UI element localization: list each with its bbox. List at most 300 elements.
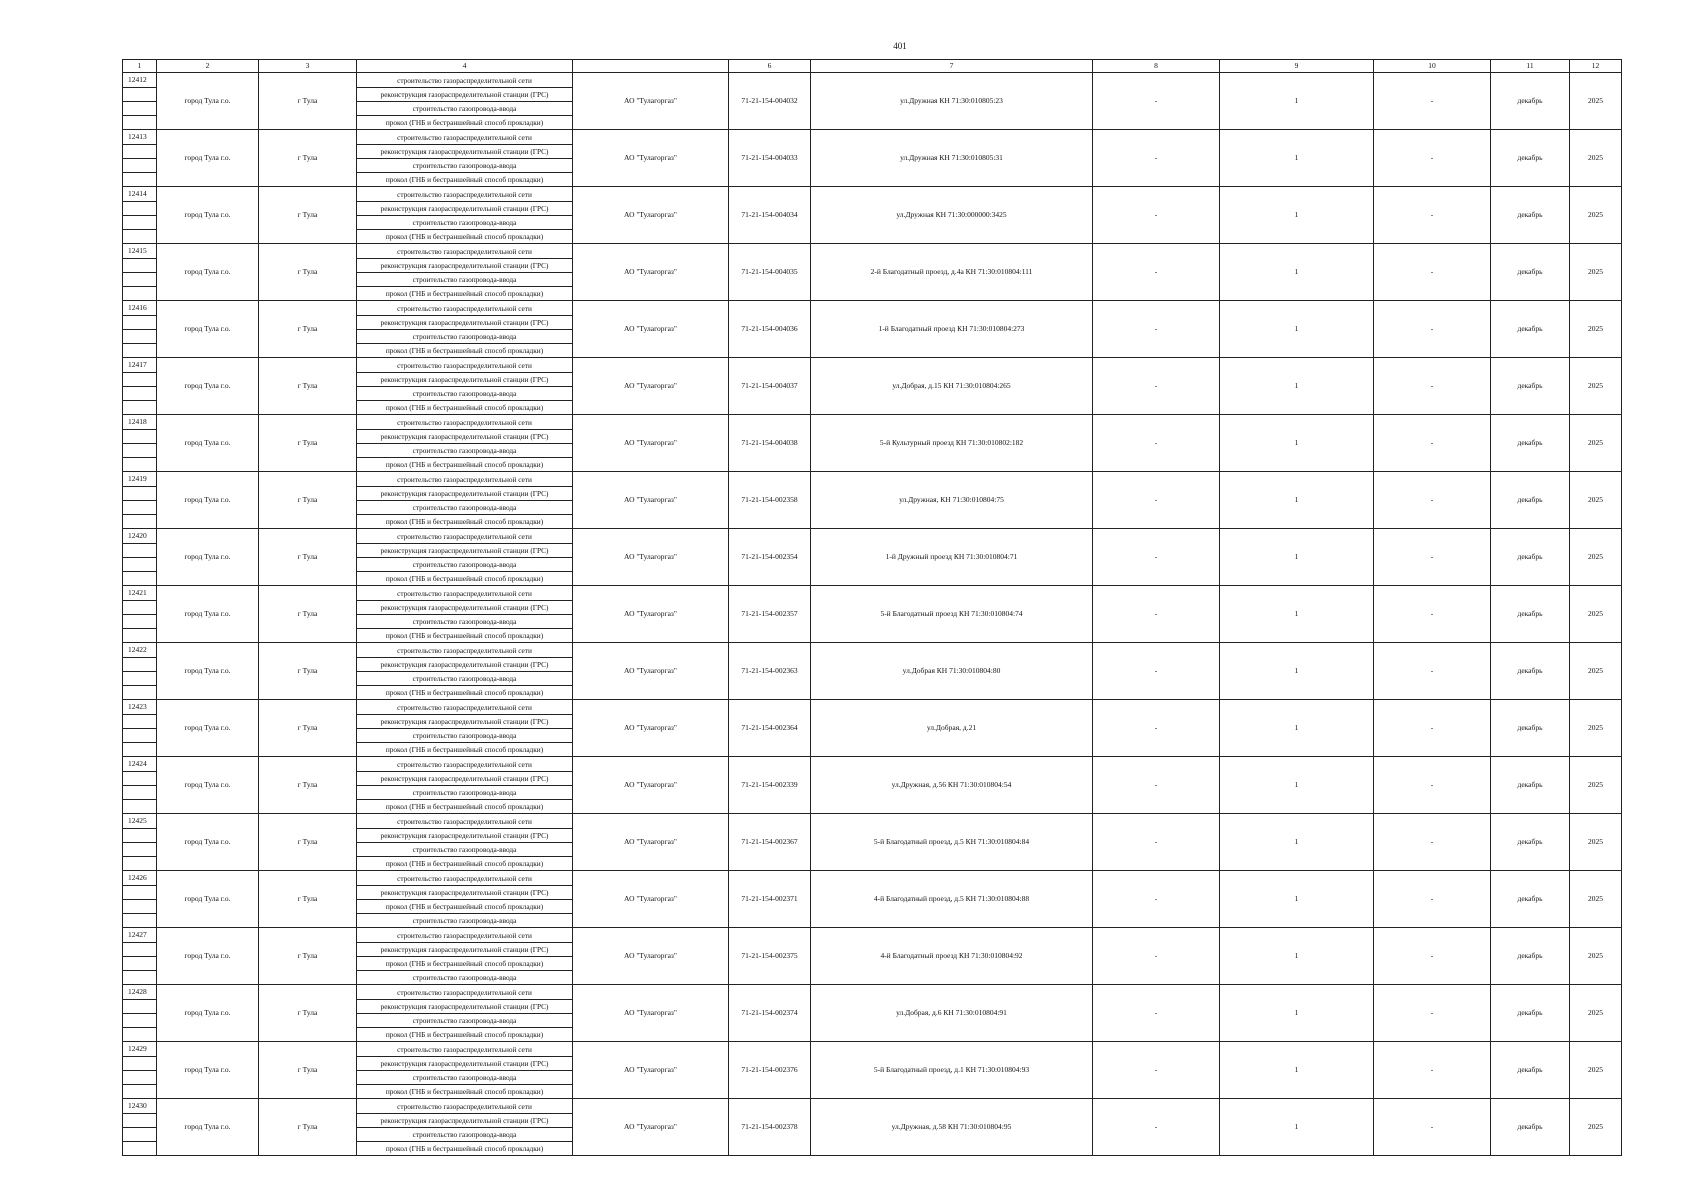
address-cell: 4-й Благодатный проезд, д.5 КН 71:30:010804:88 [811,871,1093,928]
column-header: 9 [1220,60,1374,73]
month-cell: декабрь [1491,1099,1570,1156]
row-id-spacer [123,715,157,729]
work-type-cell: прокол (ГНБ и бестраншейный способ прокладки) [357,515,573,529]
col10-cell: - [1374,871,1491,928]
row-id-spacer [123,914,157,928]
col10-cell: - [1374,130,1491,187]
address-cell: ул.Добрая, д.15 КН 71:30:010804:265 [811,358,1093,415]
city-cell: г Тула [259,928,357,985]
district-cell: город Тула г.о. [157,871,259,928]
row-id-spacer [123,316,157,330]
work-type-cell: прокол (ГНБ и бестраншейный способ прокладки) [357,458,573,472]
district-cell: город Тула г.о. [157,643,259,700]
work-type-cell: строительство газораспределительной сети [357,358,573,373]
row-id: 12427 [123,928,157,943]
month-cell: декабрь [1491,244,1570,301]
year-cell: 2025 [1570,472,1622,529]
row-id-spacer [123,572,157,586]
work-type-cell: строительство газораспределительной сети [357,529,573,544]
register-body [123,73,1622,1156]
code-cell: 71-21-154-002367 [729,814,811,871]
work-type-cell: прокол (ГНБ и бестраншейный способ прокладки) [357,230,573,244]
row-id-spacer [123,1057,157,1071]
row-id-spacer [123,515,157,529]
address-cell: ул.Добрая, д.6 КН 71:30:010804:91 [811,985,1093,1042]
row-id: 12414 [123,187,157,202]
month-cell: декабрь [1491,301,1570,358]
col8-cell: - [1093,415,1220,472]
row-id-spacer [123,216,157,230]
col8-cell: - [1093,529,1220,586]
city-cell: г Тула [259,73,357,130]
col10-cell: - [1374,244,1491,301]
month-cell: декабрь [1491,472,1570,529]
row-id-spacer [123,829,157,843]
year-cell: 2025 [1570,301,1622,358]
col9-cell: 1 [1220,415,1374,472]
work-type-cell: реконструкция газораспределительной станции (ГРС) [357,772,573,786]
row-id-spacer [123,1142,157,1156]
work-type-cell: строительство газопровода-ввода [357,216,573,230]
work-type-cell: прокол (ГНБ и бестраншейный способ прокладки) [357,1142,573,1156]
year-cell: 2025 [1570,814,1622,871]
month-cell: декабрь [1491,358,1570,415]
work-type-cell: реконструкция газораспределительной станции (ГРС) [357,373,573,387]
col8-cell: - [1093,700,1220,757]
col8-cell: - [1093,928,1220,985]
city-cell: г Тула [259,700,357,757]
city-cell: г Тула [259,985,357,1042]
row-id-spacer [123,629,157,643]
organization-cell: АО "Тулагоргаз" [573,358,729,415]
row-id: 12421 [123,586,157,601]
work-type-cell: прокол (ГНБ и бестраншейный способ прокладки) [357,629,573,643]
header-row [123,60,1622,73]
col8-cell: - [1093,244,1220,301]
row-id: 12422 [123,643,157,658]
organization-cell: АО "Тулагоргаз" [573,871,729,928]
col10-cell: - [1374,985,1491,1042]
work-type-cell: строительство газопровода-ввода [357,102,573,116]
work-type-cell: строительство газопровода-ввода [357,914,573,928]
work-type-cell: прокол (ГНБ и бестраншейный способ прокладки) [357,344,573,358]
district-cell: город Тула г.о. [157,529,259,586]
year-cell: 2025 [1570,529,1622,586]
year-cell: 2025 [1570,1099,1622,1156]
column-header: 2 [157,60,259,73]
city-cell: г Тула [259,586,357,643]
col10-cell: - [1374,529,1491,586]
work-type-cell: строительство газораспределительной сети [357,586,573,601]
work-type-cell: строительство газопровода-ввода [357,558,573,572]
district-cell: город Тула г.о. [157,757,259,814]
row-id-spacer [123,800,157,814]
col9-cell: 1 [1220,529,1374,586]
code-cell: 71-21-154-002374 [729,985,811,1042]
row-id-spacer [123,401,157,415]
district-cell: город Тула г.о. [157,814,259,871]
address-cell: 5-й Благодатный проезд КН 71:30:010804:74 [811,586,1093,643]
row-id-spacer [123,344,157,358]
row-id-spacer [123,1085,157,1099]
address-cell: ул.Добрая КН 71:30:010804:80 [811,643,1093,700]
col10-cell: - [1374,814,1491,871]
year-cell: 2025 [1570,871,1622,928]
code-cell: 71-21-154-002357 [729,586,811,643]
address-cell: 5-й Культурный проезд КН 71:30:010802:182 [811,415,1093,472]
work-type-cell: реконструкция газораспределительной станции (ГРС) [357,715,573,729]
row-id: 12412 [123,73,157,88]
table-row [123,643,1622,658]
row-id: 12425 [123,814,157,829]
work-type-cell: прокол (ГНБ и бестраншейный способ прокладки) [357,1028,573,1042]
col10-cell: - [1374,301,1491,358]
work-type-cell: прокол (ГНБ и бестраншейный способ прокладки) [357,800,573,814]
work-type-cell: прокол (ГНБ и бестраншейный способ прокладки) [357,572,573,586]
address-cell: 2-й Благодатный проезд, д.4а КН 71:30:010804:111 [811,244,1093,301]
organization-cell: АО "Тулагоргаз" [573,1099,729,1156]
row-id-spacer [123,373,157,387]
work-type-cell: строительство газопровода-ввода [357,273,573,287]
code-cell: 71-21-154-002375 [729,928,811,985]
row-id-spacer [123,672,157,686]
work-type-cell: строительство газораспределительной сети [357,301,573,316]
district-cell: город Тула г.о. [157,301,259,358]
city-cell: г Тула [259,130,357,187]
col9-cell: 1 [1220,700,1374,757]
row-id-spacer [123,458,157,472]
col8-cell: - [1093,130,1220,187]
table-row [123,301,1622,316]
table-row [123,130,1622,145]
table-row [123,1042,1622,1057]
year-cell: 2025 [1570,700,1622,757]
work-type-cell: прокол (ГНБ и бестраншейный способ прокладки) [357,743,573,757]
col10-cell: - [1374,928,1491,985]
column-header [573,60,729,73]
register-table [122,59,1622,1156]
row-id-spacer [123,658,157,672]
work-type-cell: реконструкция газораспределительной станции (ГРС) [357,259,573,273]
month-cell: декабрь [1491,814,1570,871]
work-type-cell: строительство газопровода-ввода [357,971,573,985]
work-type-cell: строительство газораспределительной сети [357,244,573,259]
district-cell: город Тула г.о. [157,985,259,1042]
district-cell: город Тула г.о. [157,358,259,415]
district-cell: город Тула г.о. [157,1042,259,1099]
col10-cell: - [1374,1042,1491,1099]
district-cell: город Тула г.о. [157,130,259,187]
row-id: 12429 [123,1042,157,1057]
work-type-cell: строительство газопровода-ввода [357,159,573,173]
row-id-spacer [123,615,157,629]
row-id-spacer [123,145,157,159]
row-id-spacer [123,857,157,871]
code-cell: 71-21-154-004033 [729,130,811,187]
work-type-cell: строительство газораспределительной сети [357,643,573,658]
col9-cell: 1 [1220,871,1374,928]
col8-cell: - [1093,472,1220,529]
organization-cell: АО "Тулагоргаз" [573,586,729,643]
table-row [123,586,1622,601]
row-id-spacer [123,501,157,515]
col10-cell: - [1374,643,1491,700]
row-id: 12430 [123,1099,157,1114]
col10-cell: - [1374,187,1491,244]
work-type-cell: строительство газопровода-ввода [357,330,573,344]
address-cell: ул.Дружная, д.56 КН 71:30:010804:54 [811,757,1093,814]
organization-cell: АО "Тулагоргаз" [573,529,729,586]
city-cell: г Тула [259,529,357,586]
column-header: 11 [1491,60,1570,73]
month-cell: декабрь [1491,871,1570,928]
code-cell: 71-21-154-004035 [729,244,811,301]
row-id-spacer [123,843,157,857]
row-id-spacer [123,601,157,615]
row-id-spacer [123,430,157,444]
table-row [123,187,1622,202]
address-cell: 1-й Благодатный проезд КН 71:30:010804:273 [811,301,1093,358]
city-cell: г Тула [259,1099,357,1156]
code-cell: 71-21-154-002363 [729,643,811,700]
city-cell: г Тула [259,301,357,358]
col9-cell: 1 [1220,1042,1374,1099]
row-id-spacer [123,159,157,173]
month-cell: декабрь [1491,529,1570,586]
row-id: 12413 [123,130,157,145]
work-type-cell: прокол (ГНБ и бестраншейный способ прокладки) [357,116,573,130]
work-type-cell: строительство газопровода-ввода [357,1014,573,1028]
year-cell: 2025 [1570,985,1622,1042]
col10-cell: - [1374,700,1491,757]
work-type-cell: реконструкция газораспределительной станции (ГРС) [357,544,573,558]
row-id: 12423 [123,700,157,715]
organization-cell: АО "Тулагоргаз" [573,301,729,358]
row-id: 12420 [123,529,157,544]
col9-cell: 1 [1220,1099,1374,1156]
district-cell: город Тула г.о. [157,1099,259,1156]
row-id-spacer [123,173,157,187]
column-header: 8 [1093,60,1220,73]
row-id-spacer [123,1014,157,1028]
col8-cell: - [1093,1042,1220,1099]
col9-cell: 1 [1220,130,1374,187]
district-cell: город Тула г.о. [157,700,259,757]
row-id-spacer [123,273,157,287]
code-cell: 71-21-154-002354 [729,529,811,586]
code-cell: 71-21-154-004032 [729,73,811,130]
col9-cell: 1 [1220,244,1374,301]
organization-cell: АО "Тулагоргаз" [573,73,729,130]
code-cell: 71-21-154-002371 [729,871,811,928]
address-cell: ул.Дружная, д.58 КН 71:30:010804:95 [811,1099,1093,1156]
organization-cell: АО "Тулагоргаз" [573,472,729,529]
row-id-spacer [123,686,157,700]
column-header: 6 [729,60,811,73]
row-id-spacer [123,900,157,914]
work-type-cell: строительство газопровода-ввода [357,729,573,743]
work-type-cell: прокол (ГНБ и бестраншейный способ прокладки) [357,401,573,415]
column-header: 10 [1374,60,1491,73]
organization-cell: АО "Тулагоргаз" [573,757,729,814]
work-type-cell: строительство газопровода-ввода [357,1128,573,1142]
table-row [123,871,1622,886]
organization-cell: АО "Тулагоргаз" [573,415,729,472]
organization-cell: АО "Тулагоргаз" [573,187,729,244]
col9-cell: 1 [1220,586,1374,643]
work-type-cell: реконструкция газораспределительной станции (ГРС) [357,145,573,159]
row-id-spacer [123,202,157,216]
city-cell: г Тула [259,757,357,814]
city-cell: г Тула [259,472,357,529]
row-id: 12416 [123,301,157,316]
month-cell: декабрь [1491,415,1570,472]
organization-cell: АО "Тулагоргаз" [573,985,729,1042]
district-cell: город Тула г.о. [157,472,259,529]
code-cell: 71-21-154-002376 [729,1042,811,1099]
work-type-cell: строительство газораспределительной сети [357,871,573,886]
month-cell: декабрь [1491,1042,1570,1099]
col8-cell: - [1093,985,1220,1042]
address-cell: ул.Дружная КН 71:30:010805:31 [811,130,1093,187]
row-id-spacer [123,943,157,957]
district-cell: город Тула г.о. [157,187,259,244]
col9-cell: 1 [1220,757,1374,814]
year-cell: 2025 [1570,187,1622,244]
work-type-cell: реконструкция газораспределительной станции (ГРС) [357,601,573,615]
row-id-spacer [123,886,157,900]
city-cell: г Тула [259,871,357,928]
month-cell: декабрь [1491,757,1570,814]
row-id-spacer [123,487,157,501]
work-type-cell: реконструкция газораспределительной станции (ГРС) [357,1114,573,1128]
year-cell: 2025 [1570,130,1622,187]
work-type-cell: строительство газопровода-ввода [357,387,573,401]
row-id-spacer [123,1114,157,1128]
district-cell: город Тула г.о. [157,73,259,130]
col9-cell: 1 [1220,814,1374,871]
work-type-cell: строительство газораспределительной сети [357,130,573,145]
work-type-cell: прокол (ГНБ и бестраншейный способ прокладки) [357,686,573,700]
col8-cell: - [1093,358,1220,415]
table-row [123,700,1622,715]
col9-cell: 1 [1220,73,1374,130]
city-cell: г Тула [259,415,357,472]
col9-cell: 1 [1220,472,1374,529]
work-type-cell: строительство газораспределительной сети [357,700,573,715]
month-cell: декабрь [1491,187,1570,244]
district-cell: город Тула г.о. [157,244,259,301]
work-type-cell: строительство газораспределительной сети [357,472,573,487]
address-cell: ул.Дружная, КН 71:30:010804:75 [811,472,1093,529]
address-cell: 4-й Благодатный проезд КН 71:30:010804:92 [811,928,1093,985]
table-row [123,1099,1622,1114]
address-cell: ул.Дружная КН 71:30:010805:23 [811,73,1093,130]
col9-cell: 1 [1220,928,1374,985]
work-type-cell: реконструкция газораспределительной станции (ГРС) [357,202,573,216]
month-cell: декабрь [1491,643,1570,700]
year-cell: 2025 [1570,757,1622,814]
work-type-cell: прокол (ГНБ и бестраншейный способ прокладки) [357,287,573,301]
month-cell: декабрь [1491,586,1570,643]
col9-cell: 1 [1220,301,1374,358]
month-cell: декабрь [1491,928,1570,985]
row-id-spacer [123,544,157,558]
row-id-spacer [123,387,157,401]
row-id: 12418 [123,415,157,430]
row-id-spacer [123,287,157,301]
row-id-spacer [123,786,157,800]
work-type-cell: строительство газораспределительной сети [357,1042,573,1057]
col8-cell: - [1093,586,1220,643]
city-cell: г Тула [259,358,357,415]
table-row [123,757,1622,772]
work-type-cell: прокол (ГНБ и бестраншейный способ прокладки) [357,173,573,187]
work-type-cell: строительство газораспределительной сети [357,928,573,943]
column-header: 3 [259,60,357,73]
col8-cell: - [1093,301,1220,358]
row-id: 12428 [123,985,157,1000]
work-type-cell: реконструкция газораспределительной станции (ГРС) [357,886,573,900]
row-id-spacer [123,971,157,985]
code-cell: 71-21-154-002339 [729,757,811,814]
work-type-cell: прокол (ГНБ и бестраншейный способ прокладки) [357,900,573,914]
district-cell: город Тула г.о. [157,586,259,643]
year-cell: 2025 [1570,586,1622,643]
work-type-cell: реконструкция газораспределительной станции (ГРС) [357,430,573,444]
work-type-cell: строительство газопровода-ввода [357,672,573,686]
table-row [123,985,1622,1000]
organization-cell: АО "Тулагоргаз" [573,814,729,871]
city-cell: г Тула [259,187,357,244]
year-cell: 2025 [1570,928,1622,985]
col9-cell: 1 [1220,985,1374,1042]
row-id-spacer [123,330,157,344]
row-id-spacer [123,116,157,130]
row-id-spacer [123,1128,157,1142]
address-cell: 1-й Дружный проезд КН 71:30:010804:71 [811,529,1093,586]
work-type-cell: прокол (ГНБ и бестраншейный способ прокладки) [357,957,573,971]
work-type-cell: реконструкция газораспределительной станции (ГРС) [357,1000,573,1014]
col8-cell: - [1093,1099,1220,1156]
code-cell: 71-21-154-002364 [729,700,811,757]
col8-cell: - [1093,871,1220,928]
year-cell: 2025 [1570,1042,1622,1099]
row-id-spacer [123,1000,157,1014]
table-row [123,415,1622,430]
work-type-cell: реконструкция газораспределительной станции (ГРС) [357,658,573,672]
address-cell: ул.Добрая, д.21 [811,700,1093,757]
column-header: 4 [357,60,573,73]
work-type-cell: реконструкция газораспределительной станции (ГРС) [357,88,573,102]
work-type-cell: реконструкция газораспределительной станции (ГРС) [357,487,573,501]
year-cell: 2025 [1570,358,1622,415]
organization-cell: АО "Тулагоргаз" [573,928,729,985]
address-cell: 5-й Благодатный проезд, д.5 КН 71:30:010804:84 [811,814,1093,871]
col10-cell: - [1374,415,1491,472]
work-type-cell: строительство газопровода-ввода [357,843,573,857]
month-cell: декабрь [1491,73,1570,130]
organization-cell: АО "Тулагоргаз" [573,643,729,700]
code-cell: 71-21-154-004034 [729,187,811,244]
code-cell: 71-21-154-004038 [729,415,811,472]
table-row [123,928,1622,943]
work-type-cell: строительство газораспределительной сети [357,415,573,430]
column-header: 1 [123,60,157,73]
work-type-cell: прокол (ГНБ и бестраншейный способ прокладки) [357,1085,573,1099]
work-type-cell: строительство газопровода-ввода [357,1071,573,1085]
city-cell: г Тула [259,814,357,871]
